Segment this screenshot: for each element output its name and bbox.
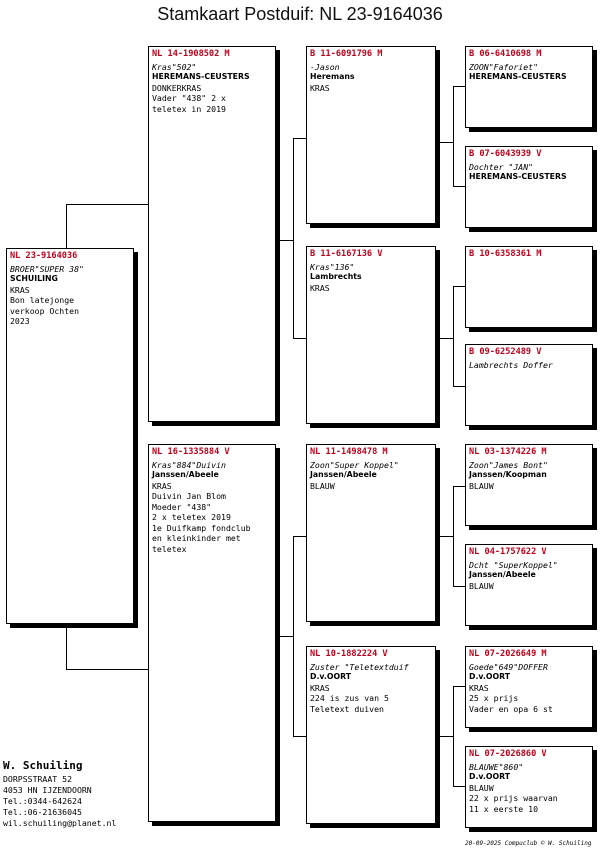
ring-number: B 09-6252489 V [469,347,542,357]
connector-line [453,686,465,687]
connector-line [293,338,306,339]
ring-number: B 07-6043939 V [469,149,542,159]
pigeon-name: Dcht "SuperKoppel" [469,559,558,570]
detail-line: 11 x eerste 10 [469,803,539,814]
owner-info [3,760,116,829]
ring-number: NL 14-1908502 M [152,49,230,59]
breeder-name: Janssen/Abeele [469,570,536,579]
detail-line: KRAS [310,682,330,693]
detail-line: 25 x prijs [469,693,519,703]
pigeon-name: Kras"502" [152,61,197,72]
owner-email: wil.schuiling@planet.nl [3,818,117,828]
detail-line: Vader en opa 6 st [469,703,553,714]
connector-line [66,204,67,250]
owner-address: DORPSSTRAAT 52 [3,774,73,784]
connector-line [439,536,453,537]
ring-number: B 11-6167136 V [310,249,383,259]
detail-line: DONKERKRAS [152,82,202,93]
pigeon-name: Dochter "JAN" [469,161,534,172]
connector-line [293,736,306,737]
connector-line [439,142,453,143]
breeder-name: HEREMANS-CEUSTERS [469,72,567,81]
owner-phone: Tel.:0344-642624 [3,796,82,806]
maternal-grandfather-card[interactable] [306,444,436,622]
detail-line: KRAS [469,682,489,693]
connector-line [453,686,454,786]
detail-line: 2 x teletex 2019 [152,512,231,522]
ring-number: NL 10-1882224 V [310,649,388,659]
detail-line: 224 is zus van 5 [310,693,389,703]
owner-name: W. Schuiling [3,759,83,772]
connector-line [453,286,454,386]
detail-line: Vader "438" 2 x [152,93,226,103]
subject-card[interactable] [6,248,134,624]
breeder-name: HEREMANS-CEUSTERS [152,72,250,81]
mother-card[interactable] [148,444,276,822]
connector-line [453,486,454,586]
connector-line [453,186,465,187]
breeder-name: D.v.OORT [469,772,511,781]
ring-number: NL 16-1335884 V [152,447,230,457]
pigeon-name: Goede"649"DOFFER [469,661,548,672]
detail-line: BLAUW [469,480,494,491]
connector-line [453,786,465,787]
ring-number: NL 03-1374226 M [469,447,547,457]
pigeon-name: Kras"884"Duivin [152,459,226,470]
breeder-name: D.v.OORT [469,672,511,681]
connector-line [453,386,465,387]
connector-line [293,536,294,736]
connector-line [279,636,293,637]
detail-line: teletex in 2019 [152,103,226,114]
connector-line [279,240,293,241]
great-grandparent-card-mff[interactable] [465,444,593,526]
detail-line: BLAUW [469,782,494,793]
pigeon-name: Zoon"James Bont" [469,459,548,470]
detail-line: Duivin Jan Blom [152,491,226,501]
pigeon-name: ZOON"Faforiet" [469,61,539,72]
connector-line [439,736,453,737]
ring-number: NL 04-1757622 V [469,547,547,557]
ring-number: B 11-6091796 M [310,49,383,59]
detail-line: BLAUW [469,580,494,591]
breeder-name: Janssen/Abeele [152,470,219,479]
pigeon-name: -Jason [310,61,340,72]
paternal-grandfather-card[interactable] [306,46,436,224]
maternal-grandmother-card[interactable] [306,646,436,824]
paternal-grandmother-card[interactable] [306,246,436,424]
breeder-name: D.v.OORT [310,672,352,681]
connector-line [453,286,465,287]
father-card[interactable] [148,46,276,422]
connector-line [453,86,465,87]
ring-number: NL 07-2026860 V [469,749,547,759]
great-grandparent-card-mmm[interactable] [465,746,593,828]
detail-line: Teletext duiven [310,703,384,714]
connector-line [293,138,294,338]
ring-number: B 06-6410698 M [469,49,542,59]
detail-line: BLAUW [310,480,335,491]
great-grandparent-card-fff[interactable] [465,46,593,128]
detail-line: teletex [152,543,187,554]
pigeon-name: Kras"136" [310,261,355,272]
detail-line: 1e Duifkamp fondclub [152,522,251,533]
ring-number: NL 11-1498478 M [310,447,388,457]
detail-line: Bon latejonge [10,295,75,305]
connector-line [439,338,453,339]
great-grandparent-card-mfm[interactable] [465,544,593,626]
ring-number: NL 23-9164036 [10,251,78,261]
great-grandparent-card-ffm[interactable] [465,146,593,228]
breeder-name: HEREMANS-CEUSTERS [469,172,567,181]
owner-mobile: Tel.:06-21636045 [3,807,82,817]
detail-line: KRAS [10,284,30,295]
page-title: Stamkaart Postduif: NL 23-9164036 [157,4,443,24]
pigeon-name: BLAUWE"860" [469,761,524,772]
breeder-name: Janssen/Abeele [310,470,377,479]
detail-line: KRAS [310,82,330,93]
breeder-name: SCHUILING [10,274,58,283]
connector-line [453,486,465,487]
breeder-name: Heremans [310,72,355,81]
pigeon-name: BROER"SUPER 38" [10,263,84,274]
connector-line [293,138,306,139]
breeder-name: Lambrechts [310,272,362,281]
ring-number: NL 07-2026649 M [469,649,547,659]
connector-line [293,536,306,537]
connector-line [66,628,67,670]
footer-credit: 20-09-2025 Compuclub © W. Schuiling [465,840,592,847]
great-grandparent-card-fmf[interactable] [465,246,593,328]
detail-line: KRAS [310,282,330,293]
detail-line: 2023 [10,316,30,326]
connector-line [453,86,454,186]
detail-line: KRAS [152,480,172,491]
connector-line [66,204,149,205]
pigeon-name: Zoon"Super Koppel" [310,459,399,470]
detail-line: Moeder "438" [152,501,212,512]
detail-line: 22 x prijs waarvan [469,793,558,803]
connector-line [66,669,149,670]
ring-number: B 10-6358361 M [469,249,542,259]
great-grandparent-card-fmm[interactable] [465,344,593,426]
owner-postcode: 4053 HN IJZENDOORN [3,785,92,795]
detail-line: verkoop Ochten [10,305,80,316]
pigeon-name: Zuster "Teletextduif [310,661,409,672]
pigeon-name: Lambrechts Doffer [469,359,553,370]
connector-line [453,586,465,587]
breeder-name: Janssen/Koopman [469,470,547,479]
detail-line: en kleinkinder met [152,533,241,543]
great-grandparent-card-mmf[interactable] [465,646,593,728]
